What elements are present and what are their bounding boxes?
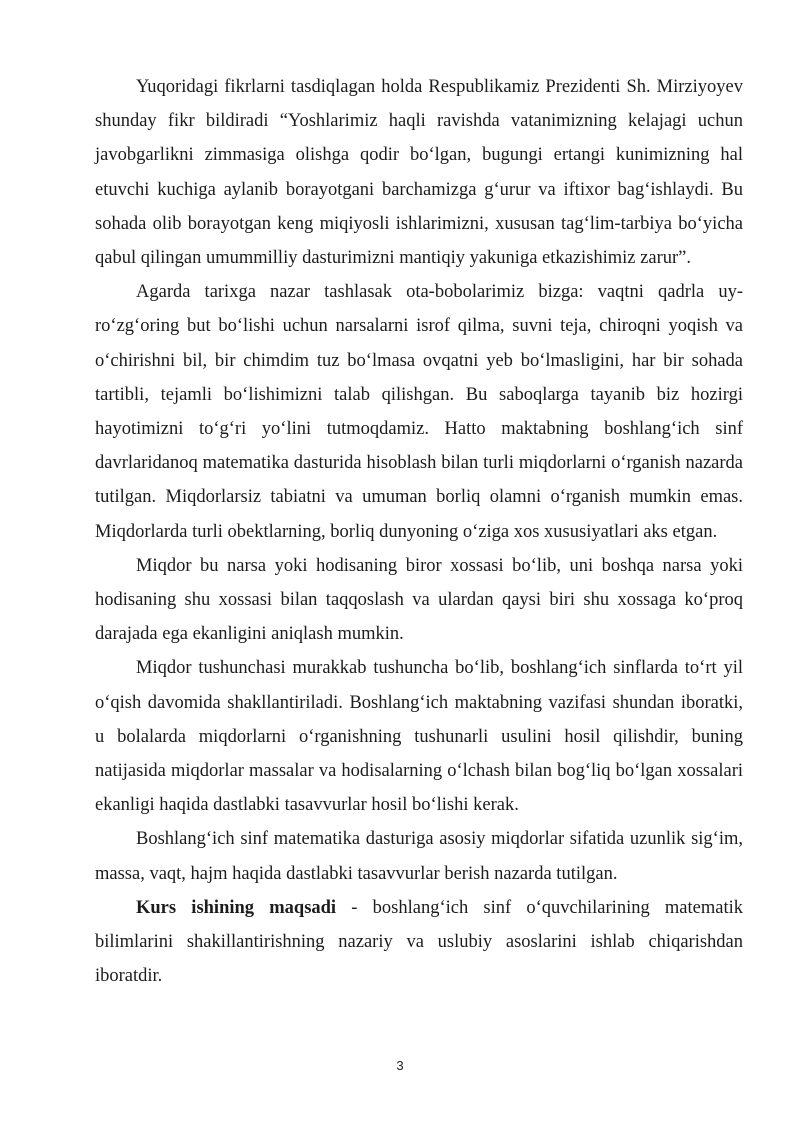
goal-text: - boshlang‘ich sinf o‘quvchilarining matematik bilimlarini shakillantirishning nazariy va uslubiy asoslarini ishlab chiqarishdan iboratdir. bbox=[95, 897, 743, 987]
paragraph: Agarda tarixga nazar tashlasak ota-bobolarimiz bizga: vaqtni qadrla uy-ro‘zg‘oring but bo‘lishi uchun narsalarni isrof qilma, suvni teja, chiroqni yoqish va o‘chirishni bil, bir chimdim tuz bo‘lmasa ovqatni yeb bo‘lmasligini, har bir sohada tartibli, tejamli bo‘lishimizni talab qilishgan. Bu saboqlarga tayanib biz hozirgi hayotimizni to‘g‘ri yo‘lini tutmoqdamiz. Hatto maktabning boshlang‘ich sinf davrlaridanoq matematika dasturida hisoblash bilan turli miqdorlarni o‘rganish nazarda tutilgan. Miqdorlarsiz tabiatni va umuman borliq olamni o‘rganish mumkin emas. Miqdorlarda turli obektlarning, borliq dunyoning o‘ziga xos xususiyatlari aks etgan. bbox=[95, 282, 743, 542]
paragraph: Yuqoridagi fikrlarni tasdiqlagan holda Respublikamiz Prezidenti Sh. Mirziyoyev shunday fikr bildiradi “Yoshlarimiz haqli ravishda vatanimizning kelajagi uchun javobgarlikni zimmasiga olishga qodir bo‘lgan, bugungi ertangi kunimizning hal etuvchi kuchiga aylanib borayotgani barchamizga g‘urur va iftixor bag‘ishlaydi. Bu sohada olib borayotgan keng miqiyosli ishlarimizni, xususan tag‘lim-tarbiya bo‘yicha qabul qilingan umummilliy dasturimizni mantiqiy yakuniga etkazishimiz zarur”. bbox=[95, 77, 743, 269]
page-number: 3 bbox=[396, 1058, 404, 1073]
body-text bbox=[95, 70, 743, 993]
goal-paragraph bbox=[95, 891, 743, 994]
paragraph: Miqdor tushunchasi murakkab tushuncha bo‘lib, boshlang‘ich sinflarda to‘rt yil o‘qish davomida shakllantiriladi. Boshlang‘ich maktabning vazifasi shundan iboratki, u bolalarda miqdorlarni o‘rganishning tushunarli usulini hosil qilishdir, buning natijasida miqdorlar massalar va hodisalarning o‘lchash bilan bog‘liq bo‘lgan xossalari ekanligi haqida dastlabki tasavvurlar hosil bo‘lishi kerak. bbox=[95, 658, 743, 816]
goal-lead: Kurs ishining maqsadi bbox=[136, 897, 337, 918]
paragraph: Miqdor bu narsa yoki hodisaning biror xossasi bo‘lib, uni boshqa narsa yoki hodisaning shu xossasi bilan taqqoslash va ulardan qaysi biri shu xossaga ko‘proq darajada ega ekanligini aniqlash mumkin. bbox=[95, 555, 743, 645]
paragraph: Boshlang‘ich sinf matematika dasturiga asosiy miqdorlar sifatida uzunlik sig‘im, massa, vaqt, hajm haqida dastlabki tasavvurlar berish nazarda tutilgan. bbox=[95, 829, 743, 884]
